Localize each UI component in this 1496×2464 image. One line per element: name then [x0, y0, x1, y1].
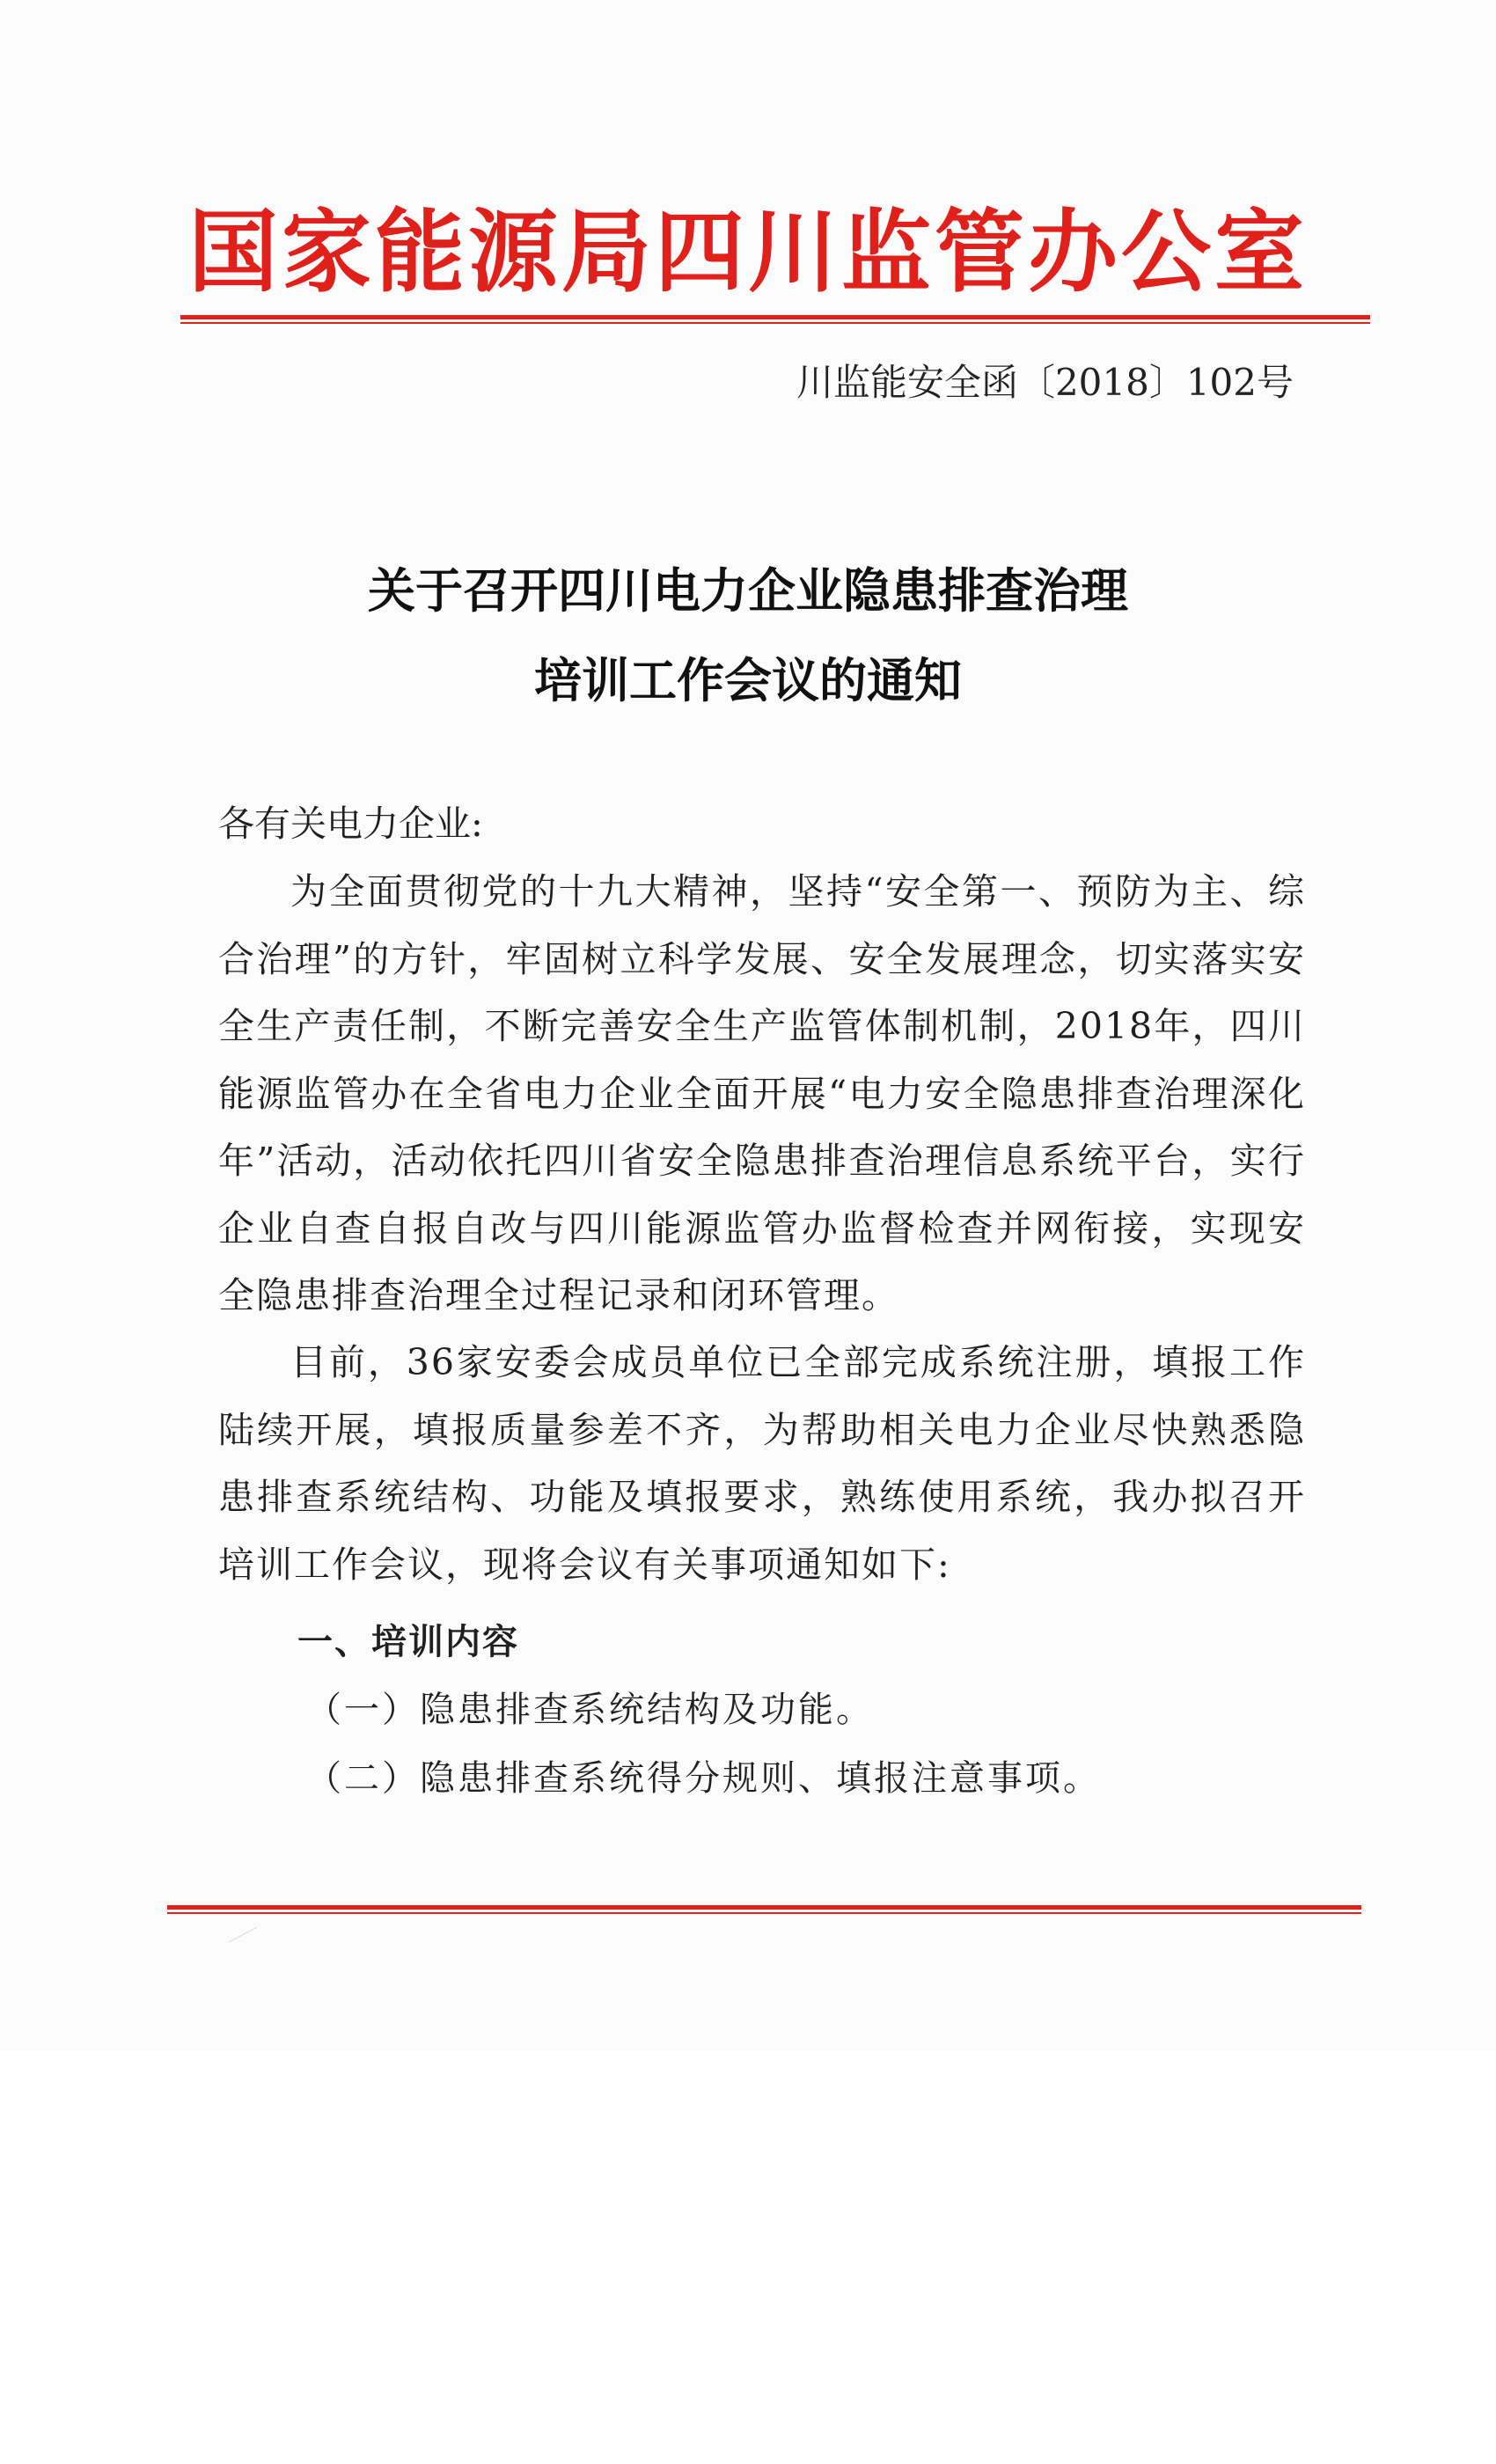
footer-red-rule — [167, 1905, 1361, 1914]
document-number: 川监能安全函〔2018〕102号 — [796, 361, 1294, 404]
letterhead-organization-name: 国家能源局四川监管办公室 — [188, 200, 1308, 305]
body-paragraph-1: 为全面贯彻党的十九大精神，坚持“安全第一、预防为主、综合治理”的方针，牢固树立科学发展、安全发展理念，切实落实安全生产责任制，不断完善安全生产监管体制机制，2018年，四川能源监管办在全省电力企业全面开展“电力安全隐患排查治理深化年”活动，活动依托四川省安全隐患排查治理信息系统平台，实行企业自查自报自改与四川能源监管办监督检查并网衔接，实现安全隐患排查治理全过程记录和闭环管理。 — [218, 870, 1306, 1316]
section-heading-training-content: 一、培训内容 — [297, 1622, 519, 1662]
salutation: 各有关电力企业: — [218, 803, 483, 845]
scan-artifact-mark — [229, 1927, 257, 1943]
section-item-2: （二）隐患排查系统得分规则、填报注意事项。 — [306, 1758, 1101, 1799]
letterhead-red-rule — [180, 315, 1370, 324]
document-title-line-2: 培训工作会议的通知 — [534, 652, 962, 708]
document-title-line-1: 关于召开四川电力企业隐患排查治理 — [368, 562, 1128, 619]
body-paragraph-2: 目前，36家安委会成员单位已全部完成系统注册，填报工作陆续开展，填报质量参差不齐，为帮助相关电力企业尽快熟悉隐患排查系统结构、功能及填报要求，熟练使用系统，我办拟召开培训工作会议，现将会议有关事项通知如下: — [218, 1341, 1306, 1586]
section-item-1: （一）隐患排查系统结构及功能。 — [306, 1690, 874, 1730]
